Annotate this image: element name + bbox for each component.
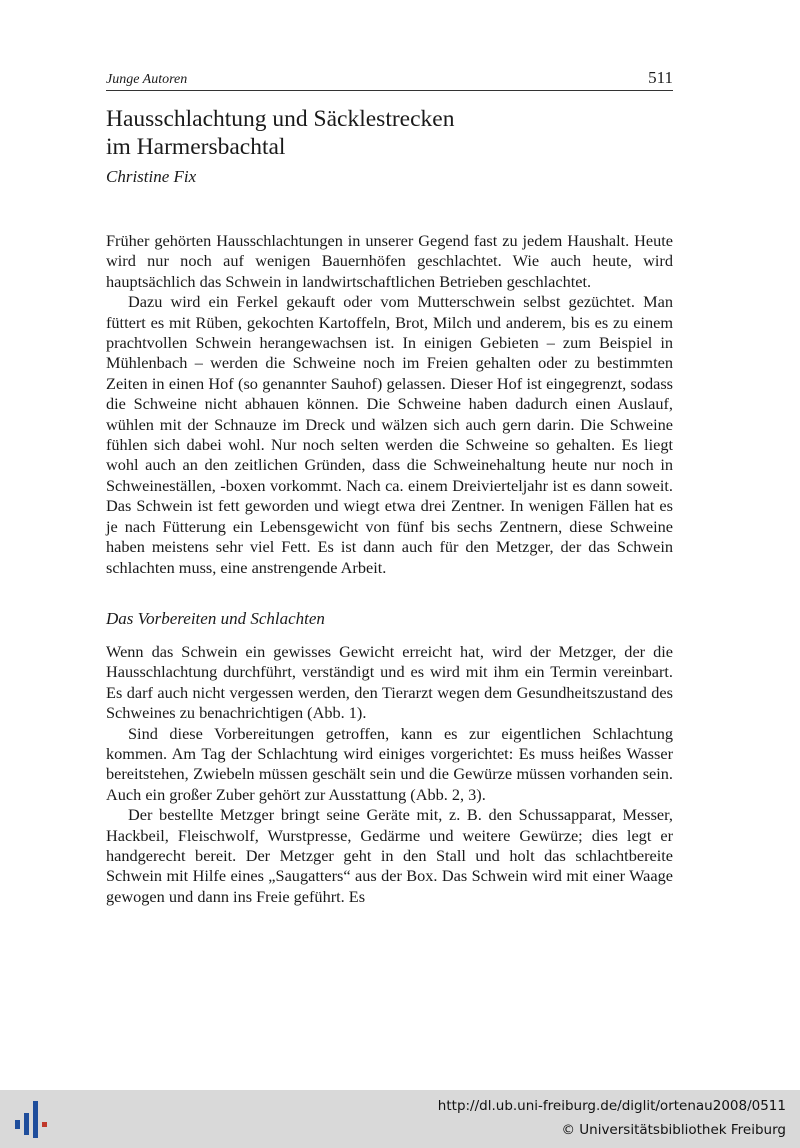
running-title: Junge Autoren [106,72,188,87]
footer-bar [0,1090,800,1148]
article-title [106,105,673,161]
paragraph: Sind diese Vorbereitungen getroffen, kann es zur eigentlichen Schlachtung kommen. Am Tag der Schlachtung wird einiges vorgerichtet: Es muss heißes Wasser bereitstehen, Zwiebeln müssen geschält sein und die Gewürze müssen vorhanden sein. Auch ein großer Zuber gehört zur Ausstattung (Abb. 2, 3). [106,723,673,804]
article-title-line2: im Harmersbachtal [106,134,286,160]
paragraph: Dazu wird ein Ferkel gekauft oder vom Mutterschwein selbst gezüchtet. Man füttert es mit Rüben, gekochten Kartoffeln, Brot, Milch und anderem, bis es zu einem prachtvollen Schwein herangewachsen ist. In einigen Gebieten – zum Beispiel in Mühlenbach – werden die Schweine noch im Freien gehalten oder zu bestimmten Zeiten in einen Hof (so genannter Sauhof) gelassen. Dieser Hof ist eingegrenzt, sodass die Schweine nicht abhauen können. Die Schweine haben dadurch einen Auslauf, wühlen mit der Schnauze im Dreck und wälzen sich auch gern darin. Die Schweine fühlen sich dabei wohl. Nur noch selten werden die Schweine so gehalten. Es liegt wohl auch an den zeitlichen Gründen, dass die Schweinehaltung heute nur noch in Schweineställen, -boxen vorkommt. Nach ca. einem Dreivierteljahr ist es dann soweit. Das Schwein ist fett geworden und wiegt etwa drei Zentner. In wenigen Fällen hat es je nach Fütterung ein Lebensgewicht von fünf bis sechs Zentnern, diese Schweine haben meistens sehr viel Fett. Es ist dann auch für den Metzger, der das Schwein schlachten muss, eine anstrengende Arbeit. [106,292,673,577]
page-number: 511 [648,68,673,87]
paragraph: Früher gehörten Hausschlachtungen in unserer Gegend fast zu jedem Haushalt. Heute wird nur noch auf wenigen Bauernhöfen geschlachtet. Wie auch heute, wird hauptsächlich das Schwein in landwirtschaftlichen Betrieben geschlachtet. [106,231,673,291]
article-title-line1: Hausschlachtung und Säcklestrecken [106,106,455,132]
section-heading: Das Vorbereiten und Schlachten [106,608,325,628]
paragraph: Wenn das Schwein ein gewisses Gewicht erreicht hat, wird der Metzger, der die Hausschlachtung durchführt, verständigt und es wird mit ihm ein Termin vereinbart. Es darf auch nicht vergessen werden, den Tierarzt wegen dem Gesundheitszustand des Schweines zu benachrichtigen (Abb. 1). [106,641,673,723]
paragraph: Der bestellte Metzger bringt seine Geräte mit, z. B. den Schussapparat, Messer, Hackbeil, Fleischwolf, Wurstpresse, Gedärme und weitere Gewürze; dies legt er handgerecht bereit. Der Metzger geht in den Stall und holt das schlachtbereite Schwein mit Hilfe eines „Saugatters“ aus der Box. Das Schwein wird mit einer Waage gewogen und dann ins Freie geführt. Es [106,805,673,906]
article-body [106,231,673,907]
footer-url-link[interactable]: http://dl.ub.uni-freiburg.de/diglit/ortenau2008/0511 [437,1098,786,1114]
document-page [106,68,673,907]
article-author: Christine Fix [106,167,197,186]
running-head [106,68,673,91]
footer-copyright: © Universitätsbibliothek Freiburg [561,1122,786,1138]
ub-freiburg-logo-icon [12,1098,52,1140]
